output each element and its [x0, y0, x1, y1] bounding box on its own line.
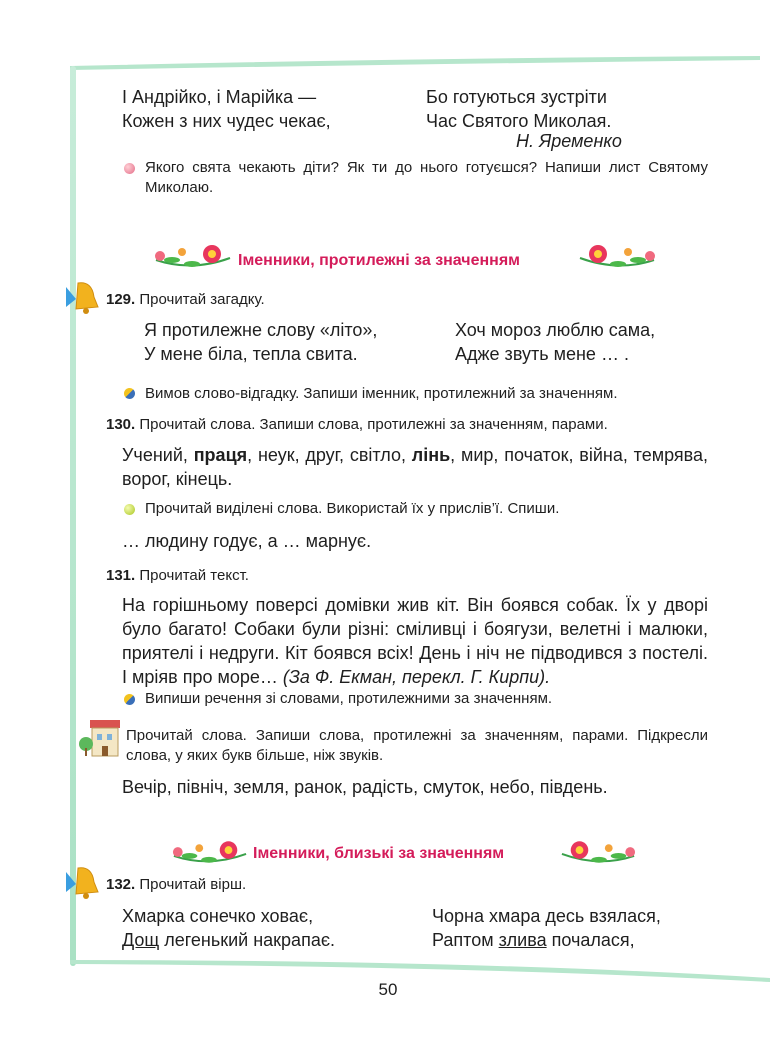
poem-line: Чорна хмара десь взялася,	[432, 906, 661, 926]
poem-text: легенький накрапає.	[159, 930, 336, 950]
poem-line: Хмарка сонечко ховає,	[122, 906, 314, 926]
poem-line: Бо готуються зустріти	[426, 87, 607, 107]
subtask: Вимов слово-відгадку. Запиши іменник, протилежний за значенням.	[145, 385, 618, 402]
page-frame-left	[70, 66, 76, 966]
proverb: … людину годує, а … марнує.	[122, 531, 372, 551]
story-source: (За Ф. Екман, перекл. Г. Кирпи).	[277, 667, 551, 687]
section-title: Іменники, протилежні за значенням	[238, 252, 520, 269]
page-frame-bottom	[70, 952, 770, 982]
exercise-132	[106, 875, 246, 895]
homework-task: Прочитай слова. Запиши слова, протилежні за значенням, парами. Підкресли слова, у яких букв більше, ніж звуків.	[126, 727, 708, 764]
poem-132-right	[432, 904, 661, 952]
task-bullet-icon	[124, 163, 135, 174]
page-frame-top	[70, 56, 760, 70]
poem-132-left	[122, 904, 335, 952]
exercise-131	[106, 566, 249, 586]
section-title: Іменники, близькі за значенням	[253, 845, 505, 862]
riddle-right	[455, 318, 655, 366]
poem-line: Я протилежне слову «літо»,	[144, 320, 378, 340]
exercise-129	[106, 290, 265, 310]
bell-icon	[62, 862, 106, 904]
house-icon	[78, 716, 122, 760]
homework-words: Вечір, північ, земля, ранок, радість, смуток, небо, південь.	[122, 777, 608, 797]
task-intro: Якого свята чекають діти? Як ти до нього готуєшся? Напиши лист Святому Миколаю.	[145, 159, 708, 196]
poem-line: Хоч мороз люблю сама,	[455, 320, 656, 340]
poem-line	[122, 928, 335, 952]
poem-line	[432, 928, 661, 952]
floral-ornament-icon	[578, 240, 658, 274]
highlighted-word: лінь	[411, 445, 451, 465]
floral-ornament-icon	[152, 240, 232, 274]
word-text: , неук, друг, світло,	[247, 445, 412, 465]
word-text: Учений,	[122, 445, 194, 465]
page-number: 50	[378, 980, 398, 999]
bell-icon	[62, 277, 106, 319]
exercise-instruction: Прочитай загадку.	[139, 291, 265, 308]
poem-top-right	[426, 85, 611, 133]
exercise-instruction: Прочитай вірш.	[139, 876, 247, 893]
poem-text: Раптом	[432, 930, 499, 950]
word-text: , мир, початок, війна, темрява, ворог, кінець.	[122, 445, 709, 489]
exercise-number: 129.	[106, 291, 136, 308]
poem-line: Кожен з них чудес чекає,	[122, 111, 331, 131]
poem-line: І Андрійко, і Марійка —	[122, 87, 317, 107]
exercise-number: 131.	[106, 567, 136, 584]
highlighted-word: праця	[193, 445, 248, 465]
exercise-instruction: Прочитай слова. Запиши слова, протилежні за значенням, парами.	[139, 416, 608, 433]
riddle-left	[144, 318, 377, 366]
subtask: Прочитай виділені слова. Використай їх у прислів’ї. Спиши.	[145, 500, 560, 517]
poem-line: Час Святого Миколая.	[426, 111, 612, 131]
poem-author: Н. Яременко	[516, 131, 622, 151]
poem-text: почалася,	[546, 930, 635, 950]
task-bullet-icon	[124, 504, 135, 515]
underlined-word: Дощ	[122, 930, 160, 950]
exercise-number: 130.	[106, 416, 136, 433]
poem-line: Адже звуть мене … .	[455, 344, 629, 364]
task-bullet-icon	[124, 694, 135, 705]
task-bullet-icon	[124, 388, 135, 399]
floral-ornament-icon	[170, 836, 248, 870]
subtask: Випиши речення зі словами, протилежними за значенням.	[145, 690, 553, 707]
exercise-number: 132.	[106, 876, 136, 893]
underlined-word: злива	[498, 930, 547, 950]
story-text	[122, 593, 708, 689]
floral-ornament-icon	[560, 836, 638, 870]
word-list	[122, 443, 708, 491]
poem-line: У мене біла, тепла свита.	[144, 344, 358, 364]
exercise-instruction: Прочитай текст.	[139, 567, 249, 584]
poem-top-left	[122, 85, 331, 133]
exercise-130	[106, 415, 608, 435]
story-body: На горішньому поверсі домівки жив кіт. Він боявся собак. Їх у дворі було багато! Собаки були різні: сміливці і боягузи, велетні і малюки, приятелі і недруги. Кіт боявся всіх! День і ніч не підводився з постелі. І мріяв про море…	[122, 595, 708, 687]
